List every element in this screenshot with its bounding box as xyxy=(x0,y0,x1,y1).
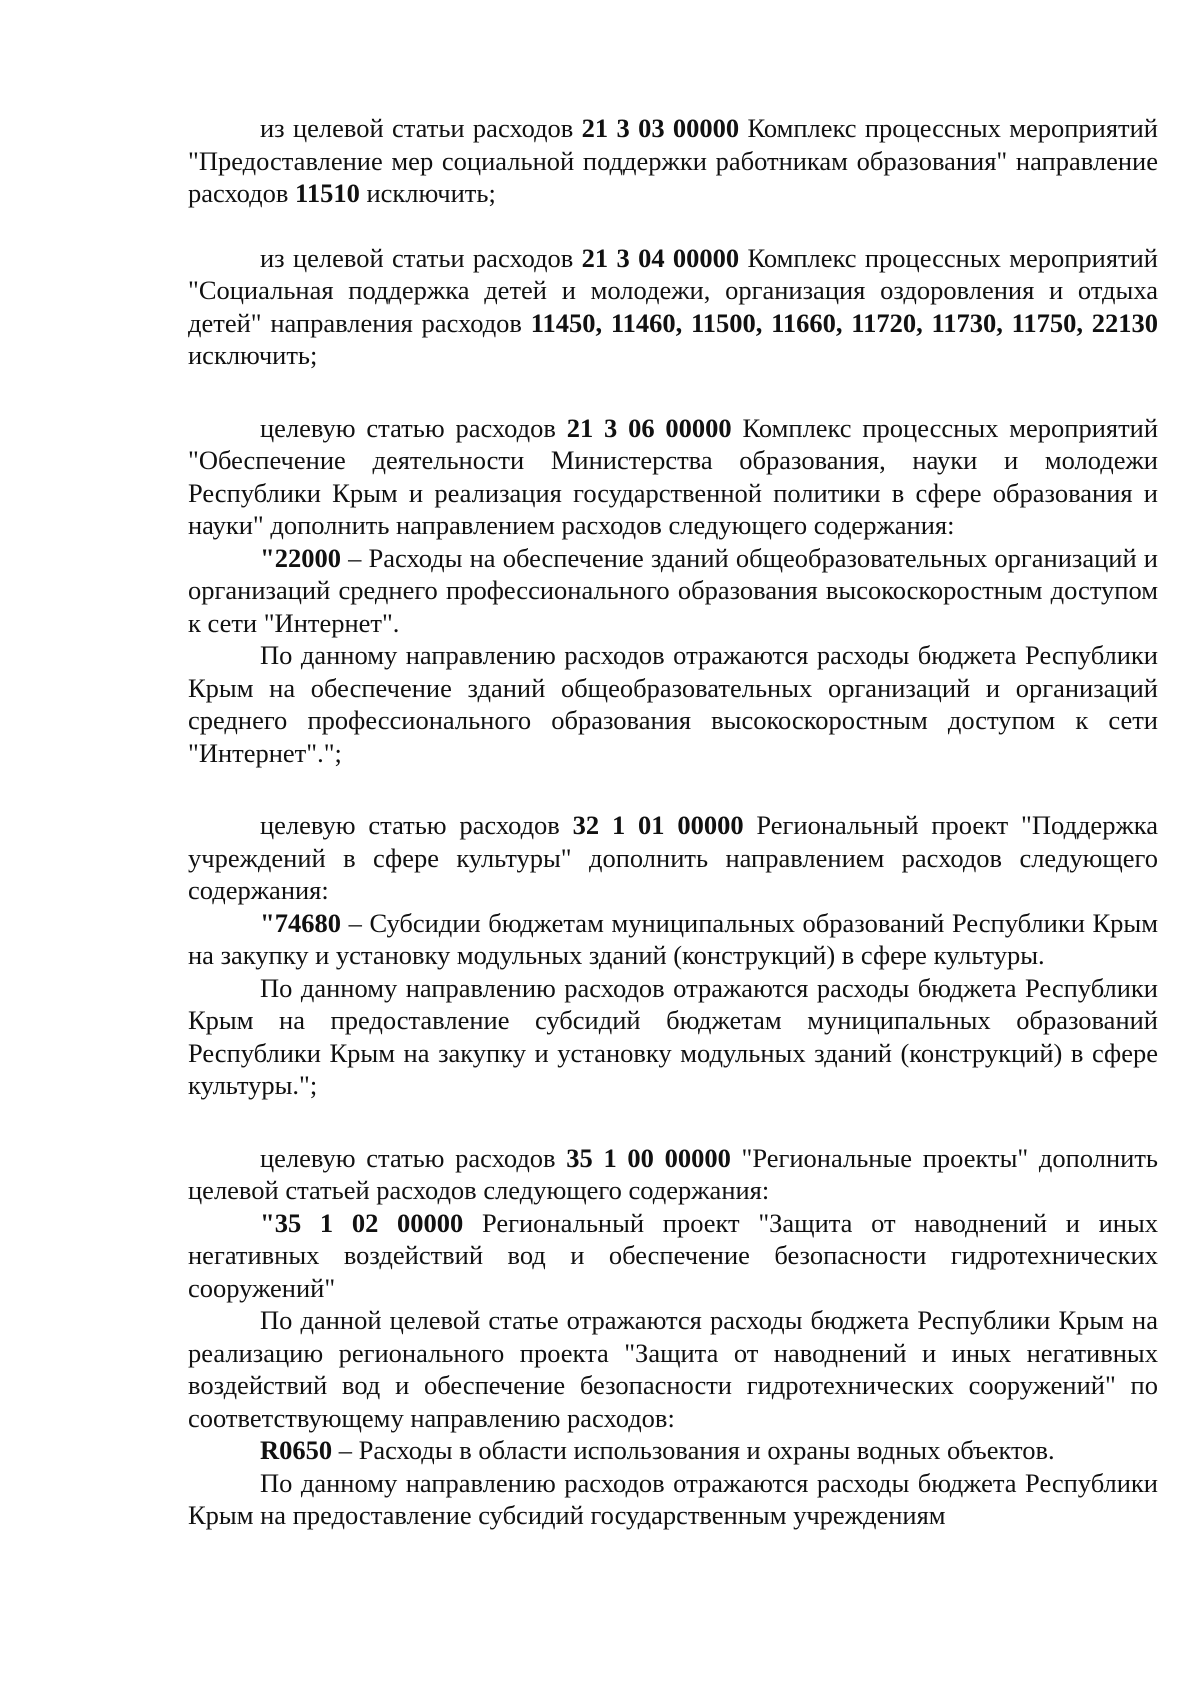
code-text: R0650 xyxy=(260,1435,333,1465)
code-text: 21 3 06 00000 xyxy=(566,412,732,443)
code-text: 11510 xyxy=(295,178,360,208)
body-text: целевую статью расходов xyxy=(260,810,573,840)
body-text: Региональный проект "Защита от наводнений и иных негативных воздействий вод и обеспечение безопасности гидротехнических сооружений" xyxy=(188,1207,1158,1303)
body-text: По данной целевой статье отражаются расходы бюджета Республики Крым на реализацию регионального проекта "Защита от наводнений и иных негативных воздействий вод и обеспечение безопасности гидротехнических сооружений" по соответствующему направлению расходов: xyxy=(188,1305,1158,1433)
body-text: "Региональные проекты" дополнить целевой статьей расходов следующего содержания: xyxy=(188,1142,1158,1205)
paragraph-item-22000-description xyxy=(188,639,1158,769)
body-text: Региональный проект "Поддержка учреждений в сфере культуры" дополнить направлением расходов следующего содержания: xyxy=(188,810,1158,905)
body-text: По данному направлению расходов отражаются расходы бюджета Республики Крым на обеспечение зданий общеобразовательных организаций и организаций среднего профессионального образования высокоскоростным доступом к сети "Интернет"."; xyxy=(188,640,1158,768)
paragraph-item-35-1-02 xyxy=(188,1207,1158,1305)
body-text: из целевой статьи расходов xyxy=(260,242,582,273)
body-text: – Расходы на обеспечение зданий общеобразовательных организаций и организаций среднего профессионального образования высокоскоростным доступом к сети "Интернет". xyxy=(188,542,1158,638)
body-text: Комплекс процессных мероприятий "Предоставление мер социальной поддержки работникам образования" направление расходов xyxy=(188,113,1158,208)
paragraph-add-21-3-06 xyxy=(188,412,1158,542)
paragraph-item-74680-description xyxy=(188,972,1158,1102)
code-text: 11450, 11460, 11500, 11660, 11720, 11730, 11750, 22130 xyxy=(530,307,1158,338)
body-text: из целевой статьи расходов xyxy=(260,113,582,143)
paragraph-item-35-1-02-description xyxy=(188,1304,1158,1434)
body-text: целевую статью расходов xyxy=(260,412,567,443)
code-text: "74680 xyxy=(260,907,341,938)
code-text: "22000 xyxy=(260,542,341,573)
code-text: 32 1 01 00000 xyxy=(572,810,744,840)
code-text: "35 1 02 00000 xyxy=(260,1207,464,1238)
body-text: По данному направлению расходов отражаются расходы бюджета Республики Крым на предоставление субсидий государственным учреждениям xyxy=(188,1467,1158,1530)
body-text: Комплекс процессных мероприятий "Социальная поддержка детей и молодежи, организация оздоровления и отдыха детей" направления расходов xyxy=(188,242,1158,338)
code-text: 21 3 03 00000 xyxy=(581,113,740,143)
body-text: исключить; xyxy=(359,178,496,208)
body-text: По данному направлению расходов отражаются расходы бюджета Республики Крым на предоставление субсидий бюджетам муниципальных образований Республики Крым на закупку и установку модульных зданий (конструкций) в сфере культуры."; xyxy=(188,972,1158,1100)
paragraph-add-35-1-00 xyxy=(188,1142,1158,1207)
paragraph-item-r0650-description xyxy=(188,1467,1158,1532)
paragraph-item-74680 xyxy=(188,907,1158,972)
paragraph-exclude-21-3-04 xyxy=(188,242,1158,372)
paragraph-item-r0650 xyxy=(188,1434,1158,1467)
body-text: – Расходы в области использования и охраны водных объектов. xyxy=(332,1435,1055,1465)
document-page xyxy=(188,112,1158,1532)
paragraph-item-22000 xyxy=(188,542,1158,640)
body-text: – Субсидии бюджетам муниципальных образований Республики Крым на закупку и установку модульных зданий (конструкций) в сфере культуры. xyxy=(188,907,1158,970)
code-text: 21 3 04 00000 xyxy=(581,242,740,273)
code-text: 35 1 00 00000 xyxy=(566,1142,731,1173)
paragraph-exclude-21-3-03 xyxy=(188,112,1158,210)
body-text: Комплекс процессных мероприятий "Обеспечение деятельности Министерства образования, науки и молодежи Республики Крым и реализация государственной политики в сфере образования и науки" дополнить направлением расходов следующего содержания: xyxy=(188,412,1159,540)
paragraph-add-32-1-01 xyxy=(188,809,1158,907)
body-text: исключить; xyxy=(188,340,318,370)
body-text: целевую статью расходов xyxy=(260,1142,567,1173)
